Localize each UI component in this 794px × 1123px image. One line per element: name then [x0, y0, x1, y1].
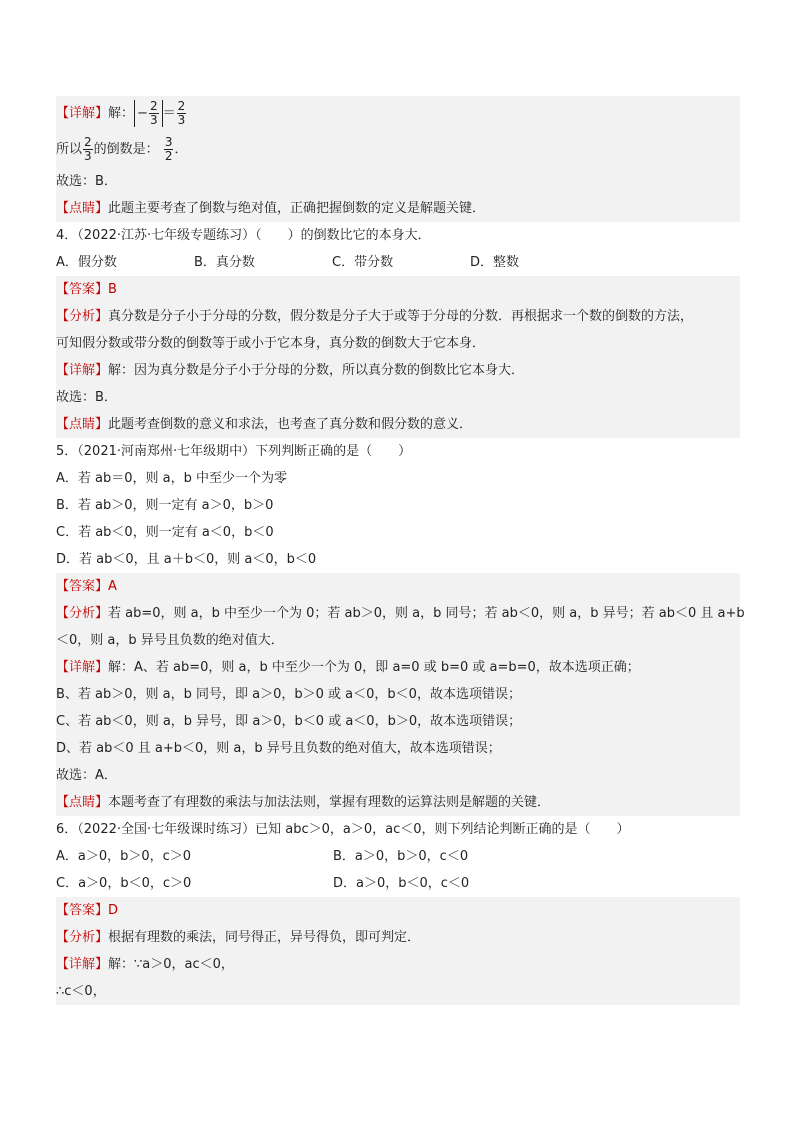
detail-tag: 【详解】: [56, 957, 109, 972]
q4-solution-block: [56, 276, 740, 438]
q4-answer-line: 【答案】B: [56, 282, 117, 297]
q4-stem: 4．（2022·江苏·七年级专题练习）（ ）的倒数比它的本身大．: [56, 228, 431, 243]
option-a: A．若 ab＝0，则 a，b 中至少一个为零: [56, 471, 287, 486]
analysis-tag: 【分析】: [56, 309, 109, 324]
answer-tag: 【答案】: [56, 903, 109, 918]
q4-detail-line: 【详解】解：因为真分数是分子小于分母的分数，所以真分数的倒数比它本身大．: [56, 363, 525, 378]
q5-stem: 5．（2021·河南郑州·七年级期中）下列判断正确的是（ ）: [56, 444, 412, 459]
document-page: [56, 96, 745, 1005]
q6-options-row-1: [56, 843, 740, 870]
fraction: $\frac{2}{3}$: [177, 99, 186, 127]
q5-detail-line-d: D、若 ab＜0 且 a+b＜0，则 a，b 异号且负数的绝对值大，故本选项错误；: [56, 741, 501, 756]
detail-tag: 【详解】: [56, 106, 109, 121]
option-b: B．a＞0，b＞0，c＜0: [333, 849, 469, 864]
q5-analysis-line-2: ＜0，则 a，b 异号且负数的绝对值大．: [56, 633, 284, 648]
q5-detail-line-c: C、若 ab＜0，则 a，b 异号，即 a＞0，b＜0 或 a＜0，b＞0，故本选项错误；: [56, 714, 522, 729]
q3-solution-block: [56, 96, 740, 222]
q4-choose-line: 故选：B．: [56, 390, 117, 405]
detail-tag: 【详解】: [56, 660, 109, 675]
answer-tag: 【答案】: [56, 282, 109, 297]
fraction: $\frac{3}{2}$: [164, 135, 173, 163]
q5-analysis-line: 【分析】若 ab=0，则 a，b 中至少一个为 0；若 ab＞0，则 a，b 同号；若 ab＜0，则 a，b 异号；若 ab＜0 且 a+b: [56, 606, 745, 621]
q3-reciprocal-line: 所以 $\frac{2}{3}$ 的倒数是： $\frac{3}{2}$ ．: [56, 135, 188, 163]
absolute-value: − $\frac{2}{3}$: [134, 100, 163, 127]
analysis-tag: 【分析】: [56, 930, 109, 945]
q3-choose-line: 故选：B．: [56, 174, 117, 189]
fraction: $\frac{2}{3}$: [84, 135, 92, 163]
option-d: D．若 ab＜0，且 a＋b＜0，则 a＜0，b＜0: [56, 552, 317, 567]
option-d: D．a＞0，b＜0，c＜0: [333, 876, 470, 891]
q4-analysis-line: 【分析】真分数是分子小于分母的分数，假分数是分子大于或等于分母的分数．再根据求一个数的倒数的方法，: [56, 309, 694, 324]
q5-answer-line: 【答案】A: [56, 579, 117, 594]
option-a: A．假分数: [56, 255, 117, 270]
q6-detail-line: 【详解】解：∵a＞0，ac＜0，: [56, 957, 234, 972]
q6-analysis-line: 【分析】根据有理数的乘法，同号得正，异号得负，即可判定．: [56, 930, 421, 945]
q6-options-row-2: [56, 870, 740, 897]
option-b: B．真分数: [194, 255, 255, 270]
q4-analysis-line-2: 可知假分数或带分数的倒数等于或小于它本身，真分数的倒数大于它本身．: [56, 336, 486, 351]
q6-therefore-line: ∴c＜0，: [56, 984, 106, 999]
detail-tag: 【详解】: [56, 363, 109, 378]
q5-solution-block: [56, 573, 745, 816]
q4-comment-line: 【点睛】此题考查倒数的意义和求法，也考查了真分数和假分数的意义．: [56, 417, 473, 432]
q4-options: [56, 249, 740, 276]
comment-tag: 【点睛】: [56, 201, 109, 216]
option-c: C．带分数: [332, 255, 394, 270]
option-d: D．整数: [470, 255, 520, 270]
q5-detail-line: 【详解】解：A、若 ab=0，则 a，b 中至少一个为 0，即 a=0 或 b=0 或 a=b=0，故本选项正确；: [56, 660, 640, 675]
q5-choose-line: 故选：A．: [56, 768, 117, 783]
comment-tag: 【点睛】: [56, 417, 109, 432]
answer-tag: 【答案】: [56, 579, 109, 594]
fraction: $\frac{2}{3}$: [149, 99, 158, 127]
option-b: B．若 ab＞0，则一定有 a＞0，b＞0: [56, 498, 274, 513]
q3-comment-line: 【点睛】此题主要考查了倒数与绝对值，正确把握倒数的定义是解题关键．: [56, 201, 486, 216]
q6-solution-block: [56, 897, 740, 1005]
option-c: C．a＞0，b＜0，c＞0: [56, 876, 192, 891]
q5-detail-line-b: B、若 ab＞0，则 a，b 同号，即 a＞0，b＞0 或 a＜0，b＜0，故本选项错误；: [56, 687, 521, 702]
comment-tag: 【点睛】: [56, 795, 109, 810]
analysis-tag: 【分析】: [56, 606, 109, 621]
q6-stem: 6．（2022·全国·七年级课时练习）已知 abc＞0，a＞0，ac＜0，则下列结论判断正确的是（ ）: [56, 822, 630, 837]
option-c: C．若 ab＜0，则一定有 a＜0，b＜0: [56, 525, 274, 540]
q6-answer-line: 【答案】D: [56, 903, 119, 918]
q5-comment-line: 【点睛】本题考查了有理数的乘法与加法法则，掌握有理数的运算法则是解题的关键．: [56, 795, 551, 810]
q3-detail-line: 【详解】解： − $\frac{2}{3}$ ＝ $\frac{2}{3}$: [56, 99, 186, 127]
option-a: A．a＞0，b＞0，c＞0: [56, 849, 192, 864]
